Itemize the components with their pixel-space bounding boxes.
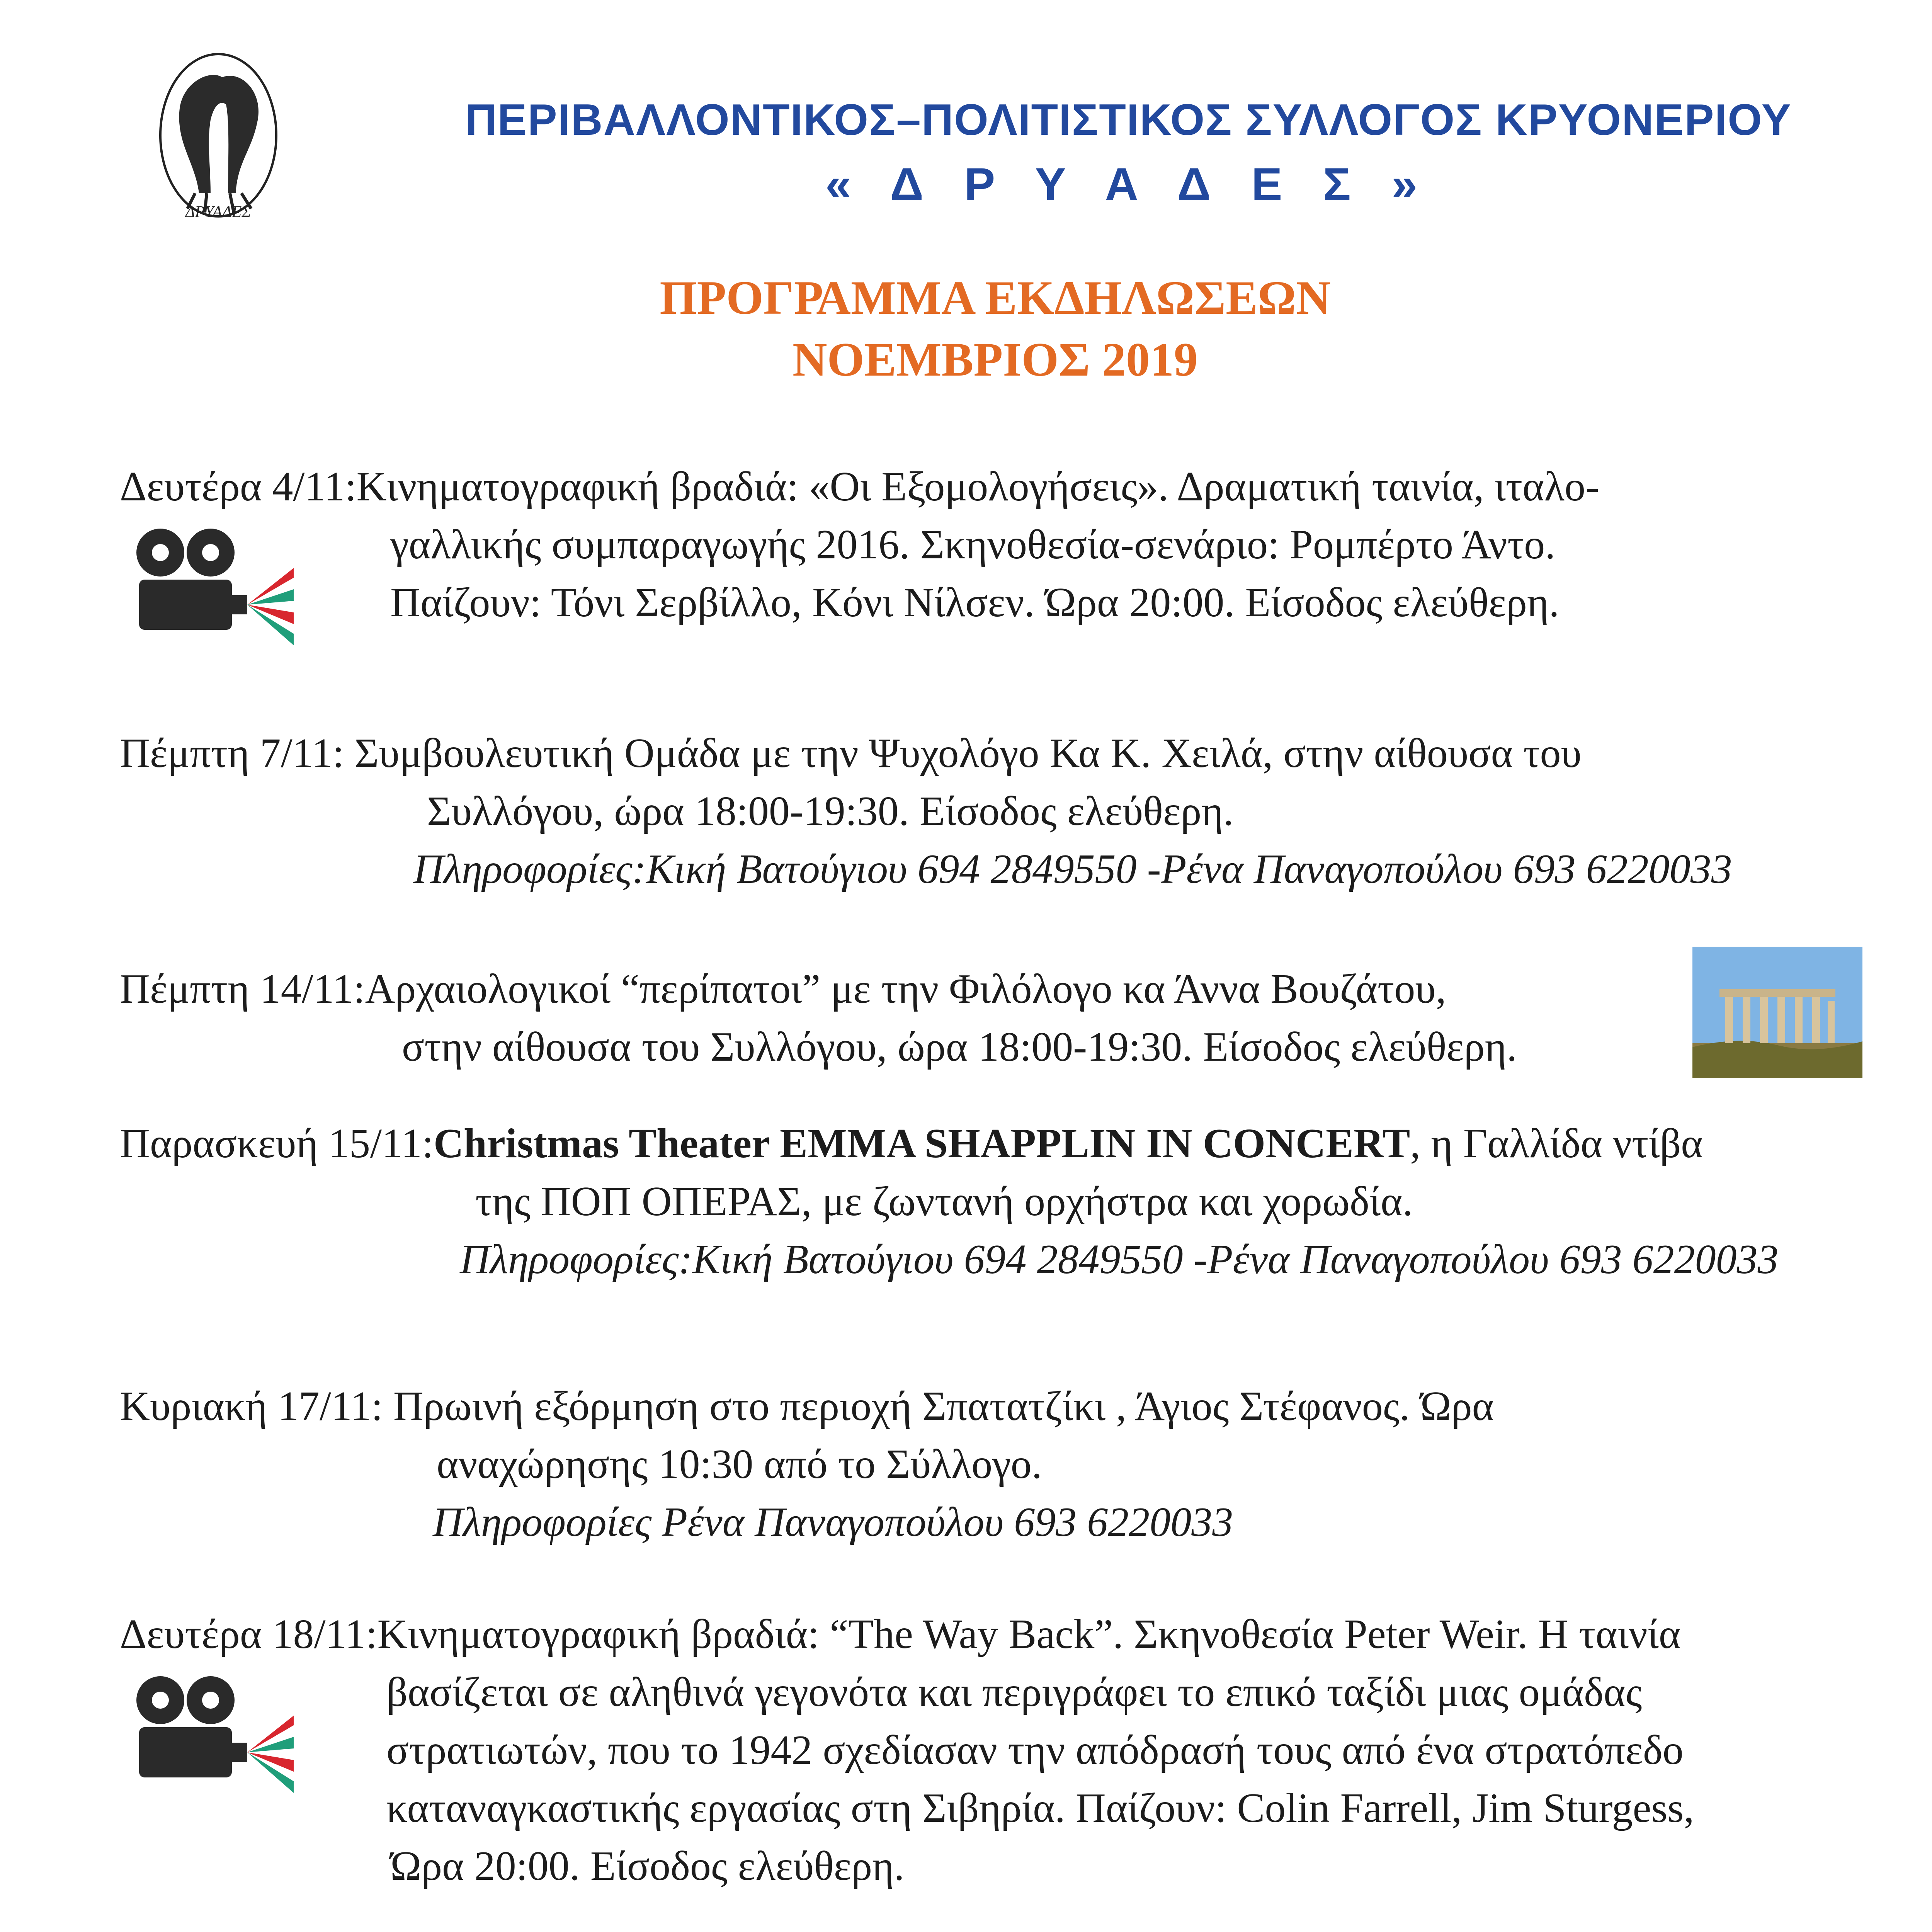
event-5-line-2: αναχώρησης 10:30 από το Σύλλογο. — [437, 1441, 1042, 1487]
event-5-info: Πληροφορίες Ρένα Παναγοπούλου 693 6220033 — [433, 1499, 1233, 1545]
organization-title: ΠΕΡΙΒΑΛΛΟΝΤΙΚΟΣ–ΠΟΛΙΤΙΣΤΙΚΟΣ ΣΥΛΛΟΓΟΣ ΚΡΥΟΝΕΡΙΟΥ — [465, 95, 1792, 145]
event-1-line-2: γαλλικής συμπαραγωγής 2016. Σκηνοθεσία-σενάριο: Ρομπέρτο Άντο. — [390, 522, 1556, 568]
event-4-line-2: της ΠΟΠ ΟΠΕΡΑΣ, με ζωντανή ορχήστρα και χορωδία. — [475, 1179, 1413, 1225]
event-4-info: Πληροφορίες:Κική Βατούγιου 694 2849550 -Ρένα Παναγοπούλου 693 6220033 — [460, 1236, 1779, 1282]
event-2-line-2: Συλλόγου, ώρα 18:00-19:30. Είσοδος ελεύθερη. — [427, 788, 1234, 834]
event-1-line-3: Παίζουν: Τόνι Σερβίλλο, Κόνι Νίλσεν. Ώρα 20:00. Είσοδος ελεύθερη. — [390, 580, 1560, 626]
event-6-line-3: στρατιωτών, που το 1942 σχεδίασαν την απόδρασή τους από ένα στρατόπεδο — [386, 1727, 1684, 1773]
program-title: ΠΡΟΓΡΑΜΜΑ ΕΚΔΗΛΩΣΕΩΝ — [660, 271, 1331, 324]
movie-projector-icon — [124, 526, 294, 649]
organization-subtitle: « Δ Ρ Υ Α Δ Ε Σ » — [825, 158, 1431, 210]
event-6-line-4: καταναγκαστικής εργασίας στη Σιβηρία. Παίζουν: Colin Farrell, Jim Sturgess, — [386, 1785, 1694, 1831]
event-3-line-2: στην αίθουσα του Συλλόγου, ώρα 18:00-19:30. Είσοδος ελεύθερη. — [402, 1024, 1517, 1070]
event-6-line-5: Ώρα 20:00. Είσοδος ελεύθερη. — [390, 1843, 905, 1889]
event-2-info: Πληροφορίες:Κική Βατούγιου 694 2849550 -Ρένα Παναγοπούλου 693 6220033 — [413, 846, 1732, 892]
event-4-concert-title: Christmas Theater EMMA SHAPPLIN IN CONCERT — [434, 1121, 1410, 1167]
movie-projector-icon — [124, 1673, 294, 1797]
event-4-line-1 — [120, 1117, 1703, 1171]
event-5-line-1: Κυριακή 17/11: Πρωινή εξόρμηση στο περιοχή Σπατατζίκι , Άγιος Στέφανος. Ώρα — [120, 1383, 1494, 1429]
event-4-date: Παρασκευή 15/11: — [120, 1121, 434, 1167]
temple-photo — [1692, 947, 1862, 1078]
program-month: ΝΟΕΜΒΡΙΟΣ 2019 — [793, 333, 1198, 386]
event-2-line-1: Πέμπτη 7/11: Συμβουλευτική Ομάδα με την Ψυχολόγο Κα Κ. Χειλά, στην αίθουσα του — [120, 730, 1582, 776]
event-4-line-1-suffix: , η Γαλλίδα ντίβα — [1410, 1121, 1703, 1167]
event-6-line-2: βασίζεται σε αληθινά γεγονότα και περιγράφει το επικό ταξίδι μιας ομάδας — [386, 1669, 1642, 1715]
logo-caption: ΔΡΥΑΔΕΣ — [185, 203, 252, 221]
event-6-line-1: Δευτέρα 18/11:Κινηματογραφική βραδιά: “The Way Back”. Σκηνοθεσία Peter Weir. Η ταινία — [120, 1611, 1681, 1657]
event-1-line-1: Δευτέρα 4/11:Κινηματογραφική βραδιά: «Οι Εξομολογήσεις». Δραματική ταινία, ιταλο- — [120, 464, 1599, 510]
event-3-line-1: Πέμπτη 14/11:Αρχαιολογικοί “περίπατοι” με την Φιλόλογο κα Άννα Βουζάτου, — [120, 966, 1446, 1012]
